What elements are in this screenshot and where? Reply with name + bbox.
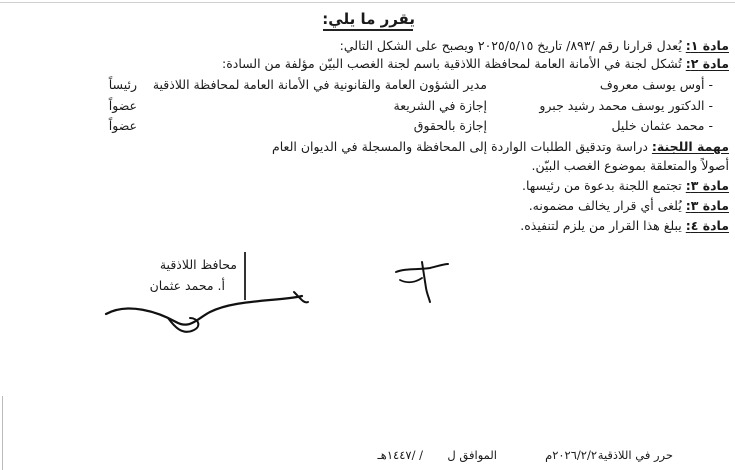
article-2-text: تُشكل لجنة في الأمانة العامة لمحافظة اللاذقية باسم لجنة الغصب البيّن مؤلفة من السادة: bbox=[222, 56, 682, 71]
article-3a bbox=[522, 178, 729, 194]
footer-hijri-date: / /١٤٤٧هـ bbox=[377, 448, 423, 462]
committee-task bbox=[272, 139, 729, 155]
footer-corresponding-label: الموافق ل bbox=[447, 448, 497, 462]
footer-gregorian-date: ٢٠٢٦/٢/٢م bbox=[545, 448, 597, 462]
committee-task-text-1: دراسة وتدقيق الطلبات الواردة إلى المحافظة والمسجلة في الديوان العام bbox=[271, 139, 648, 154]
committee-task-label: مهمة اللجنة: bbox=[651, 139, 729, 154]
footer-edge-mark bbox=[2, 396, 3, 470]
article-3b-label: مادة ٣: bbox=[685, 198, 729, 213]
member-1-description: مدير الشؤون العامة والقانونية في الأمانة العامة لمحافظة اللاذقية bbox=[152, 77, 487, 92]
member-2-role: عضواً bbox=[108, 98, 137, 113]
article-4 bbox=[520, 218, 729, 234]
article-3a-label: مادة ٣: bbox=[685, 178, 729, 193]
article-4-text: يبلغ هذا القرار من يلزم لتنفيذه. bbox=[520, 218, 682, 233]
article-2-label: مادة ٢: bbox=[685, 56, 729, 71]
article-1 bbox=[340, 38, 729, 54]
handwritten-signature-governor bbox=[98, 288, 318, 348]
top-border-line bbox=[0, 2, 735, 3]
signatory-title: محافظ اللاذقية bbox=[159, 257, 237, 272]
member-1-name: - أوس يوسف معروف bbox=[599, 77, 713, 92]
member-2-description: إجازة في الشريعة bbox=[393, 98, 487, 113]
signatory-name: أ. محمد عثمان bbox=[149, 278, 225, 293]
member-1-role: رئيساً bbox=[108, 77, 137, 92]
footer-place: حرر في اللاذقية bbox=[597, 448, 673, 462]
member-3-role: عضواً bbox=[108, 118, 137, 133]
committee-task-text-2: أصولاً والمتعلقة بموضوع الغصب البيّن. bbox=[531, 158, 729, 173]
member-3-description: إجازة بالحقوق bbox=[413, 118, 487, 133]
article-2 bbox=[222, 56, 729, 72]
member-3-name: - محمد عثمان خليل bbox=[611, 118, 713, 133]
article-1-text: يُعدل قرارنا رقم /٨٩٣/ تاريخ ٢٠٢٥/٥/١٥ ويصبح على الشكل التالي: bbox=[339, 38, 682, 53]
article-3b bbox=[529, 198, 729, 214]
decree-heading: يقرر ما يلي: bbox=[322, 10, 415, 28]
member-2-name: - الدكتور يوسف محمد رشيد جبرو bbox=[539, 98, 713, 113]
heading-underline bbox=[323, 29, 413, 31]
article-4-label: مادة ٤: bbox=[685, 218, 729, 233]
handwritten-initials bbox=[392, 258, 452, 308]
article-3a-text: تجتمع اللجنة بدعوة من رئيسها. bbox=[522, 178, 682, 193]
article-1-label: مادة ١: bbox=[685, 38, 729, 53]
article-3b-text: يُلغى أي قرار يخالف مضمونه. bbox=[528, 198, 682, 213]
